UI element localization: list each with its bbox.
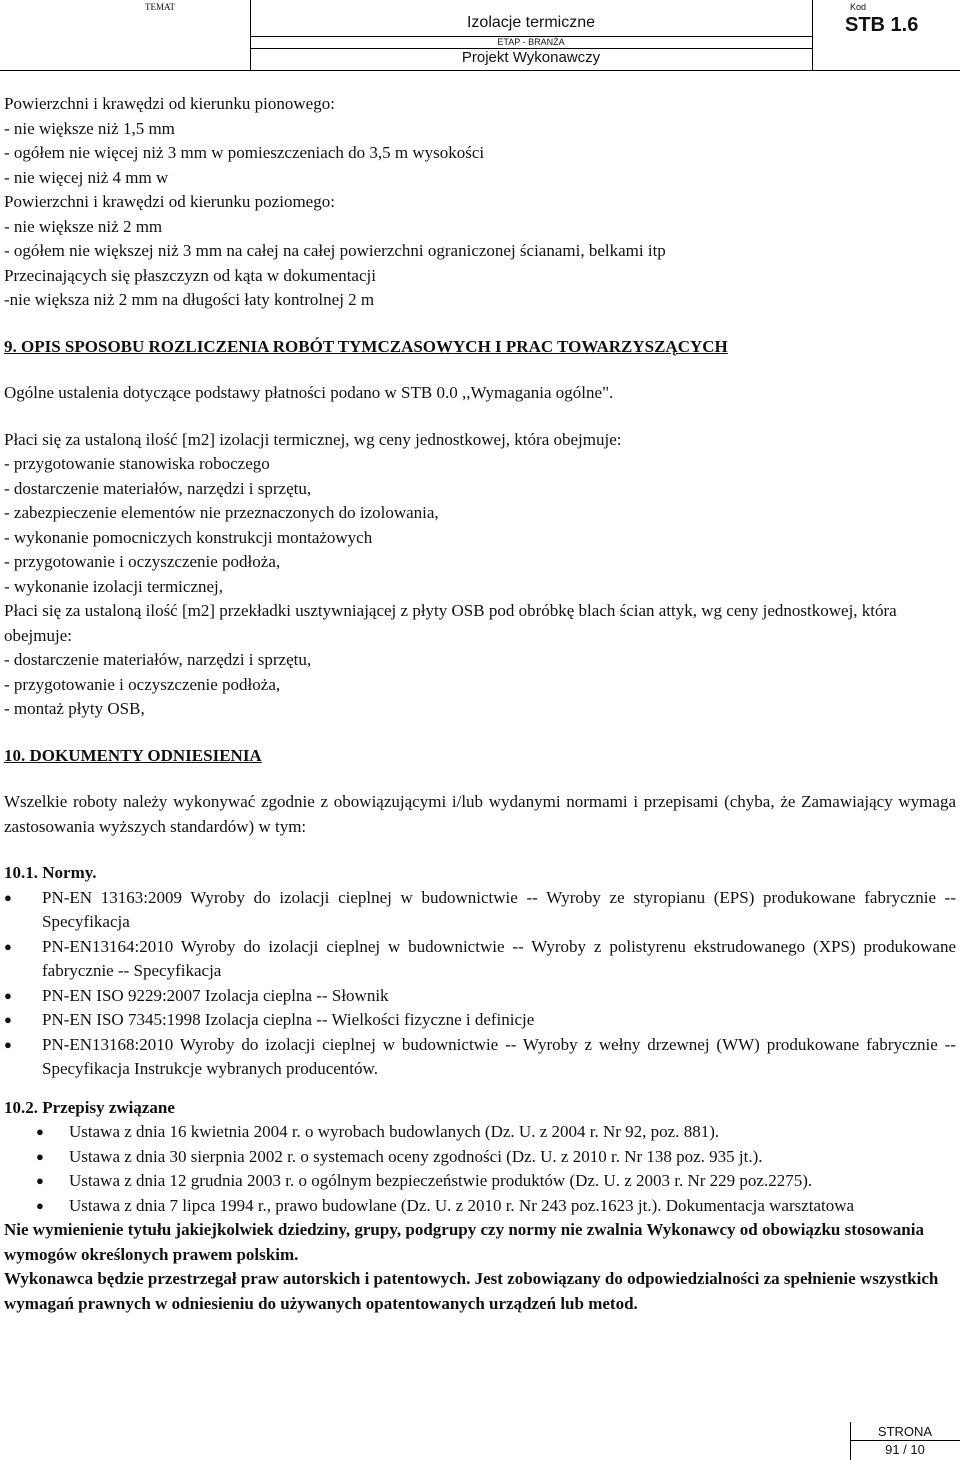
text-line: - wykonanie izolacji termicznej, xyxy=(4,576,224,596)
text-line: - przygotowanie stanowiska roboczego xyxy=(4,454,270,473)
list-item: ● PN-EN13164:2010 Wyroby do izolacji cieplnej w budownictwie -- Wyroby z polistyrenu ekstrudowanego (XPS) produkowane fabrycznie -- Specyfikacja xyxy=(4,935,956,984)
text-line: - nie więcej niż 4 mm w xyxy=(4,167,169,187)
document-title: Izolacje termiczne xyxy=(466,14,596,31)
text-line: -nie większa niż 2 mm na długości łaty kontrolnej 2 m xyxy=(4,290,375,309)
project-name: Projekt Wykonawczy xyxy=(461,49,601,66)
page-footer xyxy=(850,1422,960,1460)
text-line: - ogółem nie więcej niż 3 mm w pomieszczeniach do 3,5 m wysokości xyxy=(4,143,485,162)
text-line: - nie większe niż 1,5 mm xyxy=(4,118,175,138)
tolerance-list xyxy=(4,92,956,313)
section-9-heading: 9. OPIS SPOSOBU ROZLICZENIA ROBÓT TYMCZASOWYCH I PRAC TOWARZYSZĄCYCH xyxy=(4,336,728,356)
text-line: - dostarczenie materiałów, narzędzi i sprzętu, xyxy=(4,478,312,498)
laws-list xyxy=(4,1120,956,1218)
text-line: Powierzchni i krawędzi od kierunku pionowego: xyxy=(4,94,335,113)
text-line: - dostarczenie materiałów, narzędzi i sprzętu, xyxy=(4,650,312,669)
list-item: ● PN-EN ISO 7345:1998 Izolacja cieplna -- Wielkości fizyczne i definicje xyxy=(4,1008,956,1033)
text-line: - przygotowanie i oczyszczenie podłoża, xyxy=(4,674,281,694)
etap-label: ETAP - BRANŻA xyxy=(497,37,565,47)
list-item: ● PN-EN ISO 9229:2007 Izolacja cieplna -- Słownik xyxy=(4,984,956,1009)
payment-list xyxy=(4,428,956,722)
list-item: ● Ustawa z dnia 16 kwietnia 2004 r. o wyrobach budowlanych (Dz. U. z 2004 r. Nr 92, poz. 881). xyxy=(4,1120,956,1145)
document-header xyxy=(0,0,960,71)
laws-heading: 10.2. Przepisy związane xyxy=(4,1097,175,1117)
text-line: - wykonanie pomocniczych konstrukcji montażowych xyxy=(4,527,373,547)
page-number: 91 / 10 xyxy=(885,1442,925,1457)
section-9-general: Ogólne ustalenia dotyczące podstawy płatności podano w STB 0.0 ,,Wymagania ogólne". xyxy=(4,383,614,402)
text-line: - przygotowanie i oczyszczenie podłoża, xyxy=(4,552,281,571)
text-line: Płaci się za ustaloną ilość [m2] izolacji termicznej, wg ceny jednostkowej, która obejmuje: xyxy=(4,429,622,449)
document-body xyxy=(4,92,956,1316)
text-line: - nie większe niż 2 mm xyxy=(4,216,163,236)
norms-heading: 10.1. Normy. xyxy=(4,863,97,882)
list-item: ● Ustawa z dnia 7 lipca 1994 r., prawo budowlane (Dz. U. z 2010 r. Nr 243 poz.1623 jt.). Dokumentacja warsztatowa xyxy=(4,1194,956,1219)
section-10-heading: 10. DOKUMENTY ODNIESIENIA xyxy=(4,745,262,765)
list-item: ● PN-EN13168:2010 Wyroby do izolacji cieplnej w budownictwie -- Wyroby z wełny drzewnej (WW) produkowane fabrycznie -- Specyfikacja Instrukcje wybranych producentów. xyxy=(4,1033,956,1082)
text-line: - zabezpieczenie elementów nie przeznaczonych do izolowania, xyxy=(4,503,439,522)
kod-label: Kod xyxy=(850,2,867,12)
list-item: ● Ustawa z dnia 12 grudnia 2003 r. o ogólnym bezpieczeństwie produktów (Dz. U. z 2003 r. Nr 229 poz.2275). xyxy=(4,1169,956,1194)
text-line: Powierzchni i krawędzi od kierunku poziomego: xyxy=(4,192,335,211)
list-item: ● PN-EN 13163:2009 Wyroby do izolacji cieplnej w budownictwie -- Wyroby ze styropianu (EPS) produkowane fabrycznie -- Specyfikacja xyxy=(4,886,956,935)
text-line: - ogółem nie większej niż 3 mm na całej na całej powierzchni ograniczonej ścianami, belkami itp xyxy=(4,241,666,260)
strona-label: STRONA xyxy=(877,1424,933,1439)
norms-list xyxy=(4,886,956,1082)
text-line: Przecinających się płaszczyzn od kąta w dokumentacji xyxy=(4,265,376,285)
header-divider xyxy=(812,0,813,70)
list-item: ● Ustawa z dnia 30 sierpnia 2002 r. o systemach oceny zgodności (Dz. U. z 2010 r. Nr 138 poz. 935 jt.). xyxy=(4,1145,956,1170)
closing-note: Nie wymienienie tytułu jakiejkolwiek dziedziny, grupy, podgrupy czy normy nie zwalnia Wykonawcy od obowiązku stosowania wymogów określonych prawem polskim. xyxy=(4,1220,924,1264)
temat-label: TEMAT xyxy=(145,2,175,12)
document-code: STB 1.6 xyxy=(845,14,919,36)
closing-note: Wykonawca będzie przestrzegał praw autorskich i patentowych. Jest zobowiązany do odpowiedzialności za spełnienie wszystkich wymagań prawnych w odniesieniu do używanych opatentowanych urządzeń lub metod. xyxy=(4,1269,939,1313)
text-line: Płaci się za ustaloną ilość [m2] przekładki usztywniającej z płyty OSB pod obróbkę blach ścian attyk, wg ceny jednostkowej, która obejmuje: xyxy=(4,601,897,645)
section-10-intro: Wszelkie roboty należy wykonywać zgodnie z obowiązującymi i/lub wydanymi normami i przepisami (chyba, że Zamawiający wymaga zastosowania wyższych standardów) w tym: xyxy=(4,792,956,836)
text-line: - montaż płyty OSB, xyxy=(4,699,145,718)
